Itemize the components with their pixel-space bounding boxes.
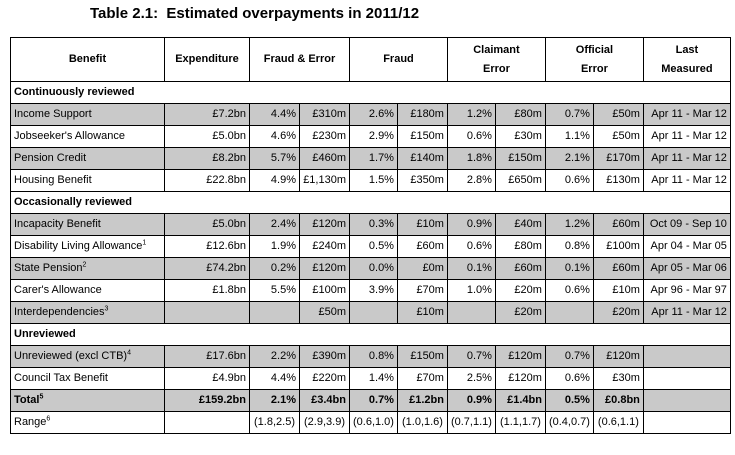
exp-cell: £5.0bn <box>165 126 250 148</box>
fe-pct-cell: 4.4% <box>250 368 300 390</box>
header-row <box>11 38 731 82</box>
ce-amt-cell: £80m <box>495 236 545 258</box>
f-pct-cell: 0.7% <box>350 390 398 412</box>
oe-amt-cell: £170m <box>593 148 643 170</box>
table-row <box>11 104 731 126</box>
exp-cell: £8.2bn <box>165 148 250 170</box>
fe-pct-cell: 2.2% <box>250 346 300 368</box>
oe-pct-cell: 0.1% <box>545 258 593 280</box>
benefit-cell <box>11 412 165 434</box>
section-row <box>11 324 731 346</box>
table-row <box>11 368 731 390</box>
ce-amt-cell: £80m <box>495 104 545 126</box>
header-benefit: Benefit <box>11 38 165 82</box>
last-cell: Apr 05 - Mar 06 <box>643 258 730 280</box>
footnote-marker: 1 <box>142 239 147 247</box>
ce-pct-cell: 0.9% <box>447 214 495 236</box>
oe-pct-cell: 0.7% <box>545 346 593 368</box>
last-cell: Oct 09 - Sep 10 <box>643 214 730 236</box>
f-amt-cell: £180m <box>397 104 447 126</box>
table-row <box>11 148 731 170</box>
benefit-cell <box>11 236 165 258</box>
ce-amt-cell: £120m <box>495 368 545 390</box>
fe-amt-cell: £3.4bn <box>300 390 350 412</box>
ce-pct-cell: 0.1% <box>447 258 495 280</box>
exp-cell: £7.2bn <box>165 104 250 126</box>
ce-pct-cell: 1.2% <box>447 104 495 126</box>
f-pct-cell: 0.8% <box>350 346 398 368</box>
benefit-name: Total <box>14 394 40 406</box>
exp-cell: £17.6bn <box>165 346 250 368</box>
f-pct-cell: 3.9% <box>350 280 398 302</box>
ce-amt-cell: £150m <box>495 148 545 170</box>
ce-pct-cell: 1.8% <box>447 148 495 170</box>
fe-pct-cell: 4.4% <box>250 104 300 126</box>
benefit-cell <box>11 214 165 236</box>
ce-amt-cell: £60m <box>495 258 545 280</box>
footnote-marker: 2 <box>82 261 87 269</box>
fe-pct-cell: 0.2% <box>250 258 300 280</box>
f-amt-cell: £350m <box>397 170 447 192</box>
benefit-cell <box>11 346 165 368</box>
f-pct-cell: 1.4% <box>350 368 398 390</box>
oe-amt-cell: £10m <box>593 280 643 302</box>
benefit-name: Carer's Allowance <box>14 284 102 296</box>
oe-pct-cell: 0.6% <box>545 280 593 302</box>
benefit-cell <box>11 258 165 280</box>
ce-amt-cell: £40m <box>495 214 545 236</box>
benefit-name: Range <box>14 416 47 428</box>
range-row <box>11 412 731 434</box>
ce-pct-cell: 0.7% <box>447 346 495 368</box>
ce-pct-cell <box>447 302 495 324</box>
footnote-marker: 6 <box>46 415 51 423</box>
table-row <box>11 280 731 302</box>
benefit-name: Unreviewed (excl CTB) <box>14 350 128 362</box>
header-expenditure: Expenditure <box>165 38 250 82</box>
f-amt-cell: £60m <box>397 236 447 258</box>
header-last-measured: Last Measured <box>643 38 730 82</box>
benefit-name: Pension Credit <box>14 152 87 164</box>
benefit-name: State Pension <box>14 262 83 274</box>
oe-pct-cell: (0.4,0.7) <box>545 412 593 434</box>
oe-pct-cell: 0.6% <box>545 368 593 390</box>
f-amt-cell: (1.0,1.6) <box>397 412 447 434</box>
last-cell: Apr 11 - Mar 12 <box>643 170 730 192</box>
table-row <box>11 346 731 368</box>
last-cell <box>643 390 730 412</box>
table-row <box>11 126 731 148</box>
fe-pct-cell <box>250 302 300 324</box>
oe-pct-cell: 0.5% <box>545 390 593 412</box>
f-pct-cell: 0.3% <box>350 214 398 236</box>
fe-pct-cell: (1.8,2.5) <box>250 412 300 434</box>
fe-amt-cell: £310m <box>300 104 350 126</box>
fe-amt-cell: £120m <box>300 258 350 280</box>
oe-amt-cell: £120m <box>593 346 643 368</box>
f-amt-cell: £10m <box>397 214 447 236</box>
benefit-name: Income Support <box>14 108 92 120</box>
f-amt-cell: £70m <box>397 368 447 390</box>
last-cell: Apr 04 - Mar 05 <box>643 236 730 258</box>
oe-pct-cell: 1.1% <box>545 126 593 148</box>
section-heading: Continuously reviewed <box>11 82 731 104</box>
table-row <box>11 170 731 192</box>
table-row <box>11 214 731 236</box>
ce-amt-cell: £20m <box>495 302 545 324</box>
header-official-error: Official Error <box>545 38 643 82</box>
last-cell <box>643 412 730 434</box>
exp-cell: £22.8bn <box>165 170 250 192</box>
exp-cell: £12.6bn <box>165 236 250 258</box>
fe-pct-cell: 2.1% <box>250 390 300 412</box>
f-pct-cell: 1.5% <box>350 170 398 192</box>
benefit-cell <box>11 170 165 192</box>
section-heading: Occasionally reviewed <box>11 192 731 214</box>
header-fraud: Fraud <box>350 38 448 82</box>
oe-pct-cell <box>545 302 593 324</box>
f-amt-cell: £0m <box>397 258 447 280</box>
benefit-cell <box>11 390 165 412</box>
benefit-cell <box>11 368 165 390</box>
last-cell: Apr 11 - Mar 12 <box>643 148 730 170</box>
f-pct-cell: 2.9% <box>350 126 398 148</box>
fe-amt-cell: £50m <box>300 302 350 324</box>
fe-amt-cell: £460m <box>300 148 350 170</box>
benefit-name: Jobseeker's Allowance <box>14 130 125 142</box>
fe-amt-cell: £1,130m <box>300 170 350 192</box>
last-cell: Apr 11 - Mar 12 <box>643 302 730 324</box>
benefit-name: Disability Living Allowance <box>14 240 143 252</box>
ce-pct-cell: 1.0% <box>447 280 495 302</box>
table-row <box>11 302 731 324</box>
f-amt-cell: £10m <box>397 302 447 324</box>
table-title: Table 2.1: Estimated overpayments in 2011/12 <box>90 5 420 22</box>
ce-pct-cell: (0.7,1.1) <box>447 412 495 434</box>
fe-amt-cell: £120m <box>300 214 350 236</box>
table-row <box>11 236 731 258</box>
fe-pct-cell: 4.6% <box>250 126 300 148</box>
f-amt-cell: £1.2bn <box>397 390 447 412</box>
oe-amt-cell: £50m <box>593 104 643 126</box>
ce-pct-cell: 0.6% <box>447 126 495 148</box>
f-amt-cell: £140m <box>397 148 447 170</box>
fe-pct-cell: 5.5% <box>250 280 300 302</box>
total-row <box>11 390 731 412</box>
oe-amt-cell: (0.6,1.1) <box>593 412 643 434</box>
exp-cell: £5.0bn <box>165 214 250 236</box>
fe-amt-cell: £100m <box>300 280 350 302</box>
fe-amt-cell: £390m <box>300 346 350 368</box>
f-pct-cell: (0.6,1.0) <box>350 412 398 434</box>
f-pct-cell <box>350 302 398 324</box>
ce-amt-cell: (1.1,1.7) <box>495 412 545 434</box>
exp-cell: £74.2bn <box>165 258 250 280</box>
f-pct-cell: 0.0% <box>350 258 398 280</box>
footnote-marker: 4 <box>127 349 131 357</box>
fe-amt-cell: £230m <box>300 126 350 148</box>
overpayments-table <box>10 37 731 434</box>
table-row <box>11 258 731 280</box>
header-claimant-error: Claimant Error <box>447 38 545 82</box>
ce-pct-cell: 2.5% <box>447 368 495 390</box>
exp-cell: £1.8bn <box>165 280 250 302</box>
oe-pct-cell: 0.8% <box>545 236 593 258</box>
benefit-cell <box>11 148 165 170</box>
oe-pct-cell: 0.7% <box>545 104 593 126</box>
fe-amt-cell: £240m <box>300 236 350 258</box>
oe-pct-cell: 1.2% <box>545 214 593 236</box>
benefit-name: Incapacity Benefit <box>14 218 101 230</box>
benefit-name: Council Tax Benefit <box>14 372 108 384</box>
ce-amt-cell: £20m <box>495 280 545 302</box>
footnote-marker: 3 <box>104 305 109 313</box>
fe-pct-cell: 4.9% <box>250 170 300 192</box>
benefit-cell <box>11 280 165 302</box>
ce-pct-cell: 2.8% <box>447 170 495 192</box>
oe-amt-cell: £100m <box>593 236 643 258</box>
exp-cell: £159.2bn <box>165 390 250 412</box>
f-amt-cell: £150m <box>397 346 447 368</box>
fe-pct-cell: 2.4% <box>250 214 300 236</box>
fe-amt-cell: £220m <box>300 368 350 390</box>
oe-amt-cell: £20m <box>593 302 643 324</box>
last-cell: Apr 11 - Mar 12 <box>643 126 730 148</box>
last-cell <box>643 368 730 390</box>
last-cell <box>643 346 730 368</box>
ce-amt-cell: £1.4bn <box>495 390 545 412</box>
benefit-cell <box>11 126 165 148</box>
last-cell: Apr 96 - Mar 97 <box>643 280 730 302</box>
oe-amt-cell: £60m <box>593 258 643 280</box>
section-row <box>11 192 731 214</box>
f-amt-cell: £70m <box>397 280 447 302</box>
section-heading: Unreviewed <box>11 324 731 346</box>
benefit-cell <box>11 104 165 126</box>
header-fraud-error: Fraud & Error <box>250 38 350 82</box>
f-pct-cell: 0.5% <box>350 236 398 258</box>
oe-amt-cell: £60m <box>593 214 643 236</box>
benefit-cell <box>11 302 165 324</box>
oe-amt-cell: £0.8bn <box>593 390 643 412</box>
oe-pct-cell: 2.1% <box>545 148 593 170</box>
exp-cell <box>165 412 250 434</box>
ce-amt-cell: £120m <box>495 346 545 368</box>
oe-pct-cell: 0.6% <box>545 170 593 192</box>
exp-cell <box>165 302 250 324</box>
f-pct-cell: 1.7% <box>350 148 398 170</box>
benefit-name: Housing Benefit <box>14 174 92 186</box>
ce-pct-cell: 0.9% <box>447 390 495 412</box>
footnote-marker: 5 <box>39 393 44 401</box>
ce-pct-cell: 0.6% <box>447 236 495 258</box>
exp-cell: £4.9bn <box>165 368 250 390</box>
section-row <box>11 82 731 104</box>
fe-amt-cell: (2.9,3.9) <box>300 412 350 434</box>
f-amt-cell: £150m <box>397 126 447 148</box>
oe-amt-cell: £50m <box>593 126 643 148</box>
oe-amt-cell: £30m <box>593 368 643 390</box>
ce-amt-cell: £30m <box>495 126 545 148</box>
oe-amt-cell: £130m <box>593 170 643 192</box>
fe-pct-cell: 1.9% <box>250 236 300 258</box>
benefit-name: Interdependencies <box>14 306 105 318</box>
fe-pct-cell: 5.7% <box>250 148 300 170</box>
f-pct-cell: 2.6% <box>350 104 398 126</box>
ce-amt-cell: £650m <box>495 170 545 192</box>
table-body <box>11 82 731 434</box>
last-cell: Apr 11 - Mar 12 <box>643 104 730 126</box>
